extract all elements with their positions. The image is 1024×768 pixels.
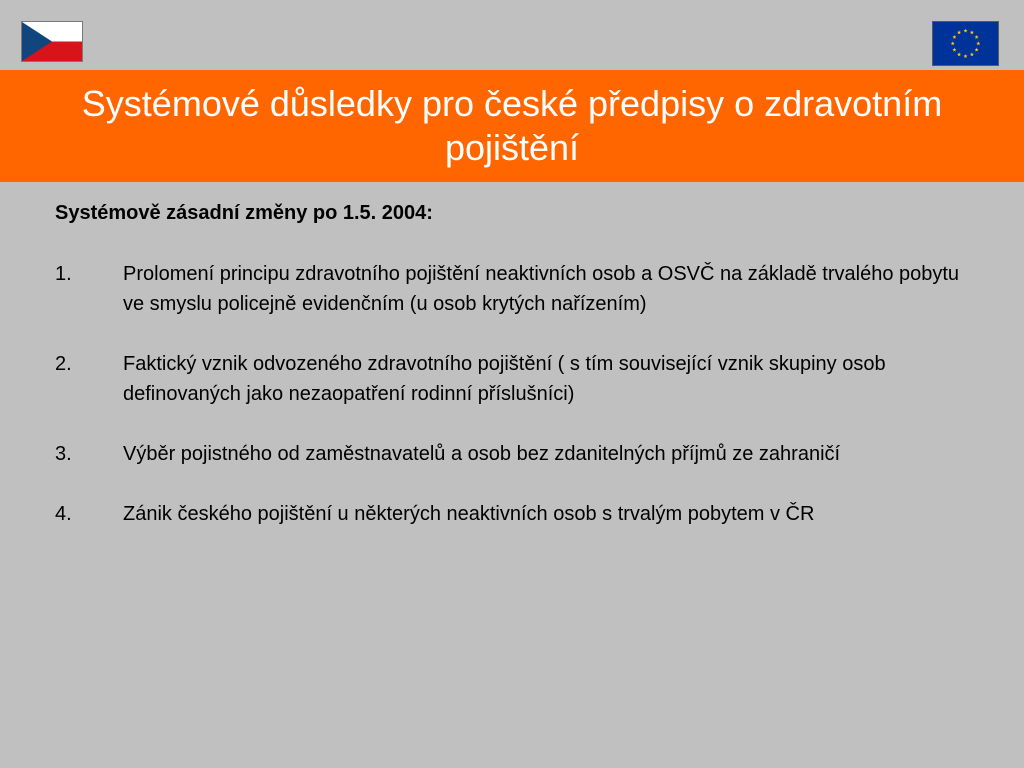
slide-title: Systémové důsledky pro české předpisy o zdravotním pojištění xyxy=(81,83,943,168)
list-item xyxy=(55,349,985,409)
eu-flag-icon xyxy=(932,21,999,66)
slide-subtitle: Systémově zásadní změny po 1.5. 2004: xyxy=(55,202,433,224)
list-item-number: 3. xyxy=(55,443,72,465)
points-list xyxy=(55,259,985,529)
list-item-text: Zánik českého pojištění u některých neaktivních osob s trvalým pobytem v ČR xyxy=(123,503,815,525)
list-item xyxy=(55,439,985,469)
list-item-number: 4. xyxy=(55,503,72,525)
list-item-text: Faktický vznik odvozeného zdravotního pojištění ( s tím související vznik skupiny osob definovaných jako nezaopatření rodinní příslušníci) xyxy=(123,353,886,405)
list-item-text: Výběr pojistného od zaměstnavatelů a osob bez zdanitelných příjmů ze zahraničí xyxy=(123,443,841,465)
list-item xyxy=(55,499,985,529)
list-item-text: Prolomení principu zdravotního pojištění neaktivních osob a OSVČ na základě trvalého pobytu ve smyslu policejně evidenčním (u osob krytých nařízením) xyxy=(123,263,960,315)
czech-flag-icon xyxy=(21,21,83,62)
list-item-number: 1. xyxy=(55,263,72,285)
slide-content xyxy=(55,198,985,559)
list-item-number: 2. xyxy=(55,353,72,375)
title-bar xyxy=(0,70,1024,182)
list-item xyxy=(55,259,985,319)
